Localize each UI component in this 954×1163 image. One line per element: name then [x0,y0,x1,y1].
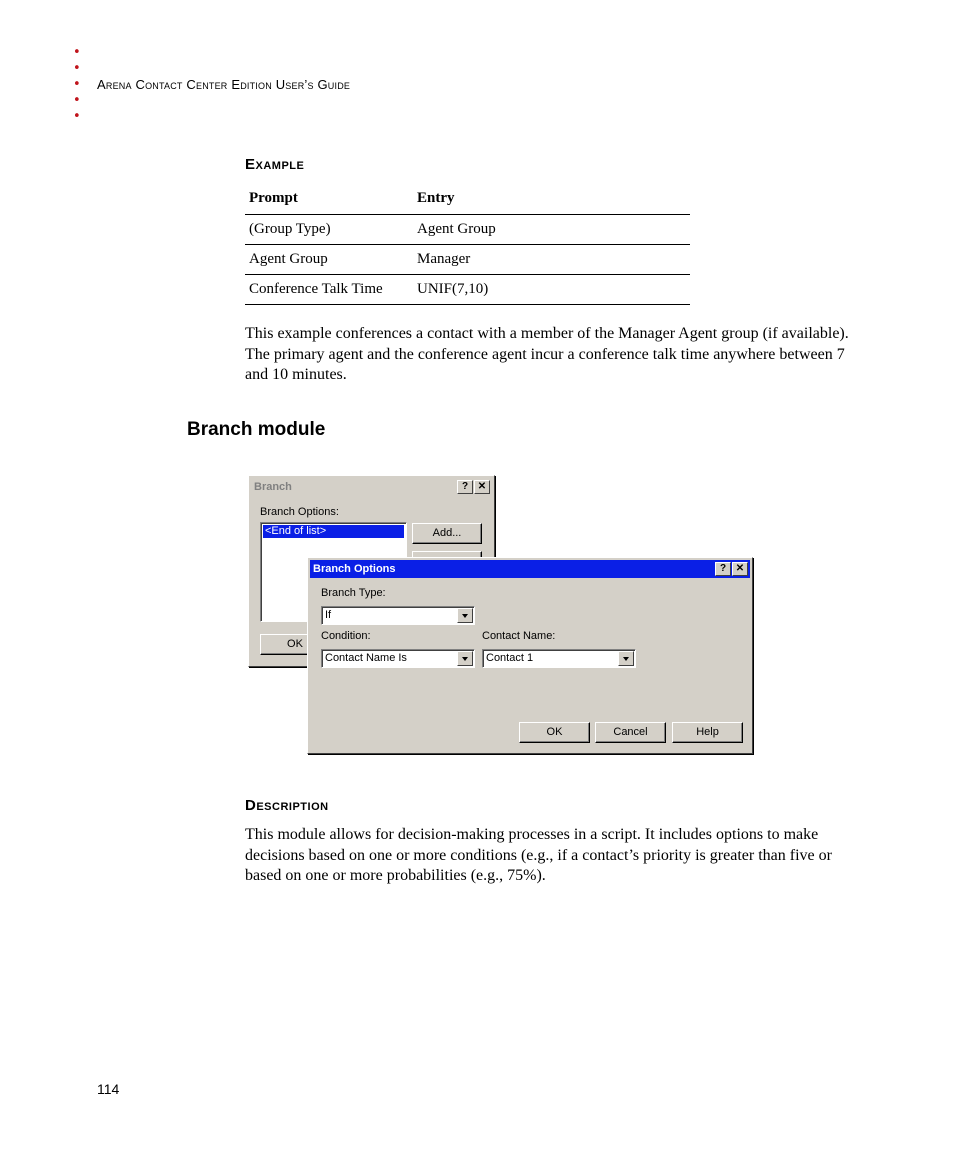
chevron-down-icon[interactable] [457,651,473,666]
table-cell: Conference Talk Time [245,275,413,305]
running-head: Arena Contact Center Edition User’s Guide [97,77,351,92]
close-icon[interactable]: ✕ [732,562,748,576]
column-header-prompt: Prompt [245,186,413,215]
description-paragraph: This module allows for decision-making processes in a script. It includes options to make decisions based on one or more conditions (e.g., if a contact’s priority is greater than five or based on one or more probabilities (e.g., 75%). [245,826,832,884]
column-header-entry: Entry [413,186,690,215]
condition-value: Contact Name Is [325,652,407,664]
chevron-down-icon[interactable] [618,651,634,666]
branch-type-select[interactable] [321,606,475,625]
ok-button[interactable]: OK [519,722,590,743]
ok-button[interactable]: OK [260,634,330,655]
table-header-row [245,186,690,215]
example-heading: Example [245,156,305,173]
contact-name-label: Contact Name: [482,630,556,642]
section-heading-branch-module: Branch module [187,419,326,440]
branch-dialog-titlebar[interactable] [251,478,492,496]
branch-type-label: Branch Type: [321,587,386,599]
condition-select[interactable] [321,649,475,668]
branch-options-title: Branch Options [313,563,396,575]
table-row [245,215,690,245]
help-icon[interactable]: ? [715,562,731,576]
table-cell: Manager [413,245,690,275]
help-icon[interactable]: ? [457,480,473,494]
close-icon[interactable]: ✕ [474,480,490,494]
branch-options-dialog [307,557,753,754]
table-cell: UNIF(7,10) [413,275,690,305]
help-button[interactable]: Help [672,722,743,743]
example-table [245,186,690,305]
margin-bullet: • [73,109,81,124]
branch-options-label: Branch Options: [260,506,339,518]
branch-dialog-title: Branch [254,481,292,493]
table-cell: Agent Group [413,215,690,245]
cancel-button[interactable]: Cancel [595,722,666,743]
add-button[interactable]: Add... [412,523,482,544]
page-number: 114 [97,1081,120,1097]
margin-bullet: • [73,61,81,76]
contact-name-select[interactable] [482,649,636,668]
margin-bullet: • [73,77,81,92]
margin-bullet: • [73,45,81,60]
list-item[interactable]: <End of list> [263,525,404,538]
branch-type-value: If [325,609,332,621]
condition-label: Condition: [321,630,371,642]
table-cell: Agent Group [245,245,413,275]
contact-name-value: Contact 1 [486,652,534,664]
description-heading: Description [245,797,329,814]
branch-options-titlebar[interactable] [310,560,750,578]
chevron-down-icon[interactable] [457,608,473,623]
table-row [245,275,690,305]
margin-bullet: • [73,93,81,108]
example-paragraph: This example conferences a contact with a member of the Manager Agent group (if available). The primary agent and the conference agent incur a conference talk time anywhere between 7 and 10 minutes. [245,325,849,383]
table-row [245,245,690,275]
table-cell: (Group Type) [245,215,413,245]
